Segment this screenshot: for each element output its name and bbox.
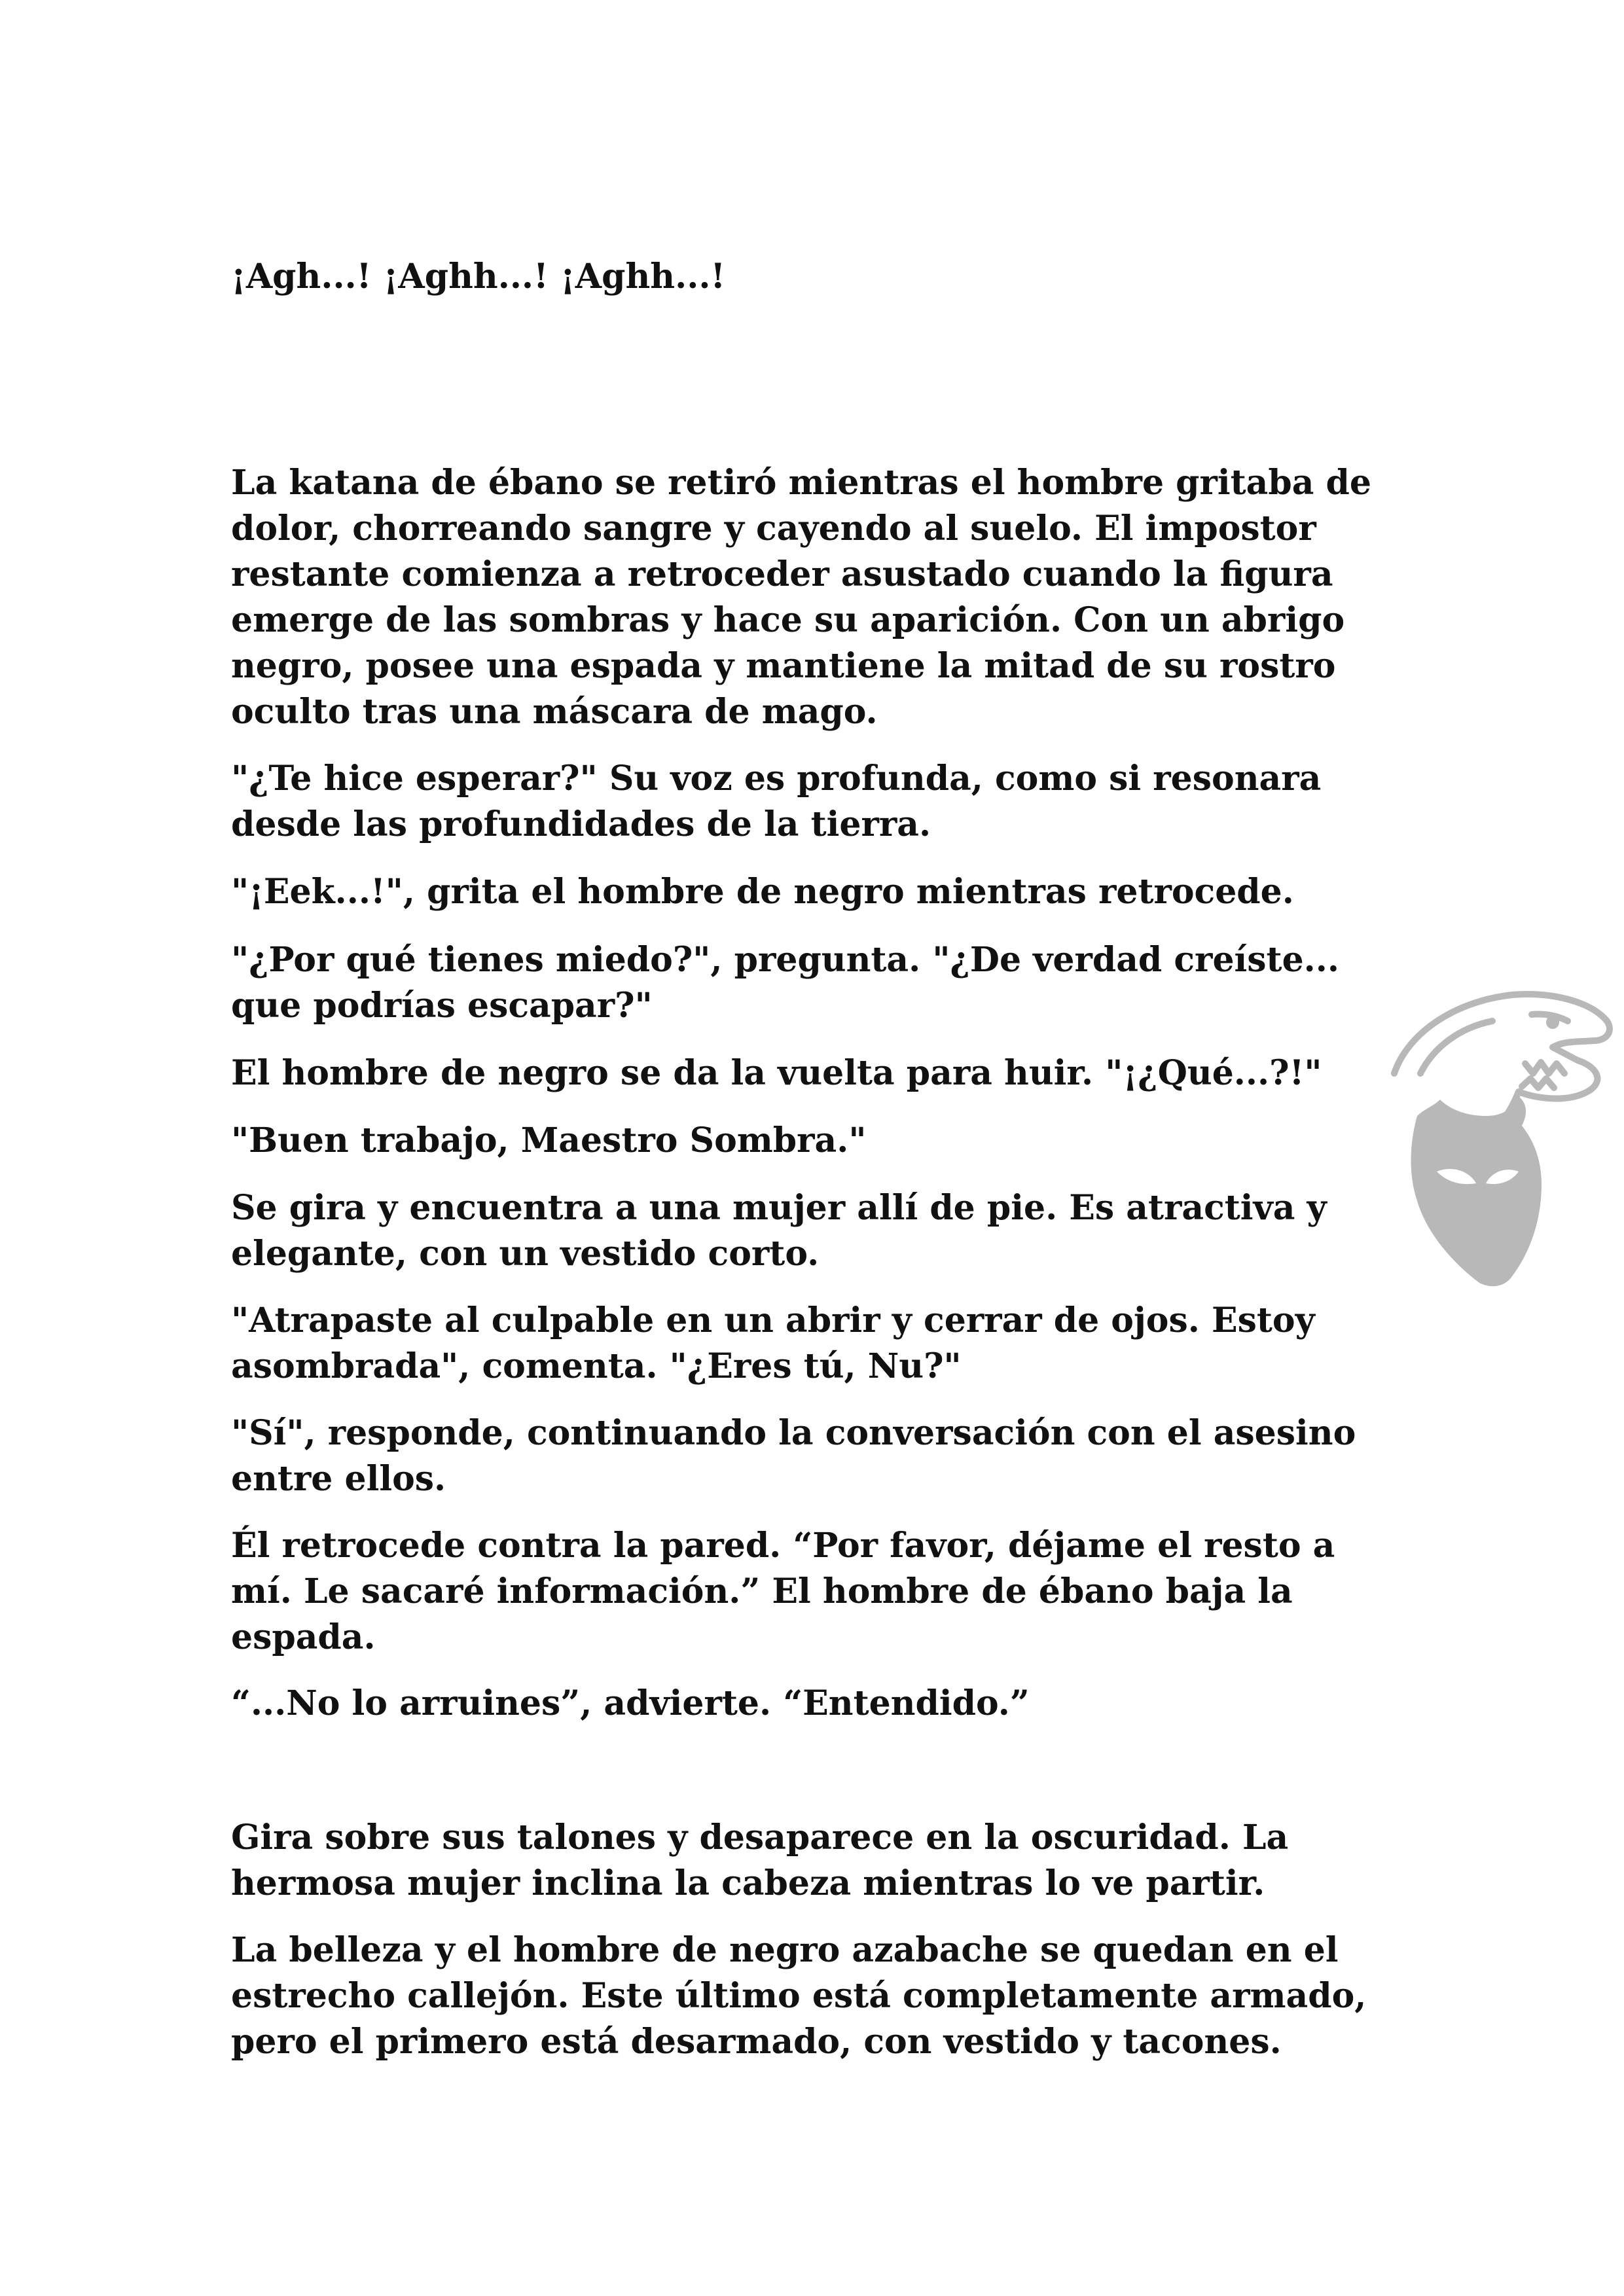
paragraph-14: La belleza y el hombre de negro azabache se quedan en el estrecho callejón. Este último está completamente armado, pero el primero está desarmado, con vestido y tacones.: [231, 1930, 1367, 2062]
paragraph-4: "¡Eek...!", grita el hombre de negro mientras retrocede.: [231, 872, 1294, 912]
paragraph-8: Se gira y encuentra a una mujer allí de pie. Es atractiva y elegante, con un vestido corto.: [231, 1188, 1327, 1274]
paragraph-1: ¡Agh...! ¡Aghh...! ¡Aghh...!: [231, 257, 726, 296]
dinosaur-watermark-icon: [1381, 975, 1617, 1302]
paragraph-9: "Atrapaste al culpable en un abrir y cerrar de ojos. Estoy asombrada", comenta. "¿Eres tú, Nu?": [231, 1300, 1315, 1386]
paragraph-6: El hombre de negro se da la vuelta para huir. "¡¿Qué...?!": [231, 1053, 1322, 1093]
paragraph-11: Él retrocede contra la pared. “Por favor, déjame el resto a mí. Le sacaré información.” El hombre de ébano baja la espada.: [231, 1526, 1335, 1657]
paragraph-7: "Buen trabajo, Maestro Sombra.": [231, 1121, 867, 1160]
paragraph-10: "Sí", responde, continuando la conversación con el asesino entre ellos.: [231, 1413, 1356, 1499]
paragraph-3: "¿Te hice esperar?" Su voz es profunda, como si resonara desde las profundidades de la tierra.: [231, 759, 1322, 844]
paragraph-12: “...No lo arruines”, advierte. “Entendido.”: [231, 1683, 1030, 1723]
paragraph-5: "¿Por qué tienes miedo?", pregunta. "¿De verdad creíste... que podrías escapar?": [231, 940, 1339, 1026]
paragraph-13: Gira sobre sus talones y desaparece en la oscuridad. La hermosa mujer inclina la cabeza mientras lo ve partir.: [231, 1818, 1289, 1903]
paragraph-2: La katana de ébano se retiró mientras el hombre gritaba de dolor, chorreando sangre y cayendo al suelo. El impostor restante comienza a retroceder asustado cuando la figura emerge de las sombras y hace su aparición. Con un abrigo negro, posee una espada y mantiene la mitad de su rostro oculto tras una máscara de mago.: [231, 463, 1371, 732]
